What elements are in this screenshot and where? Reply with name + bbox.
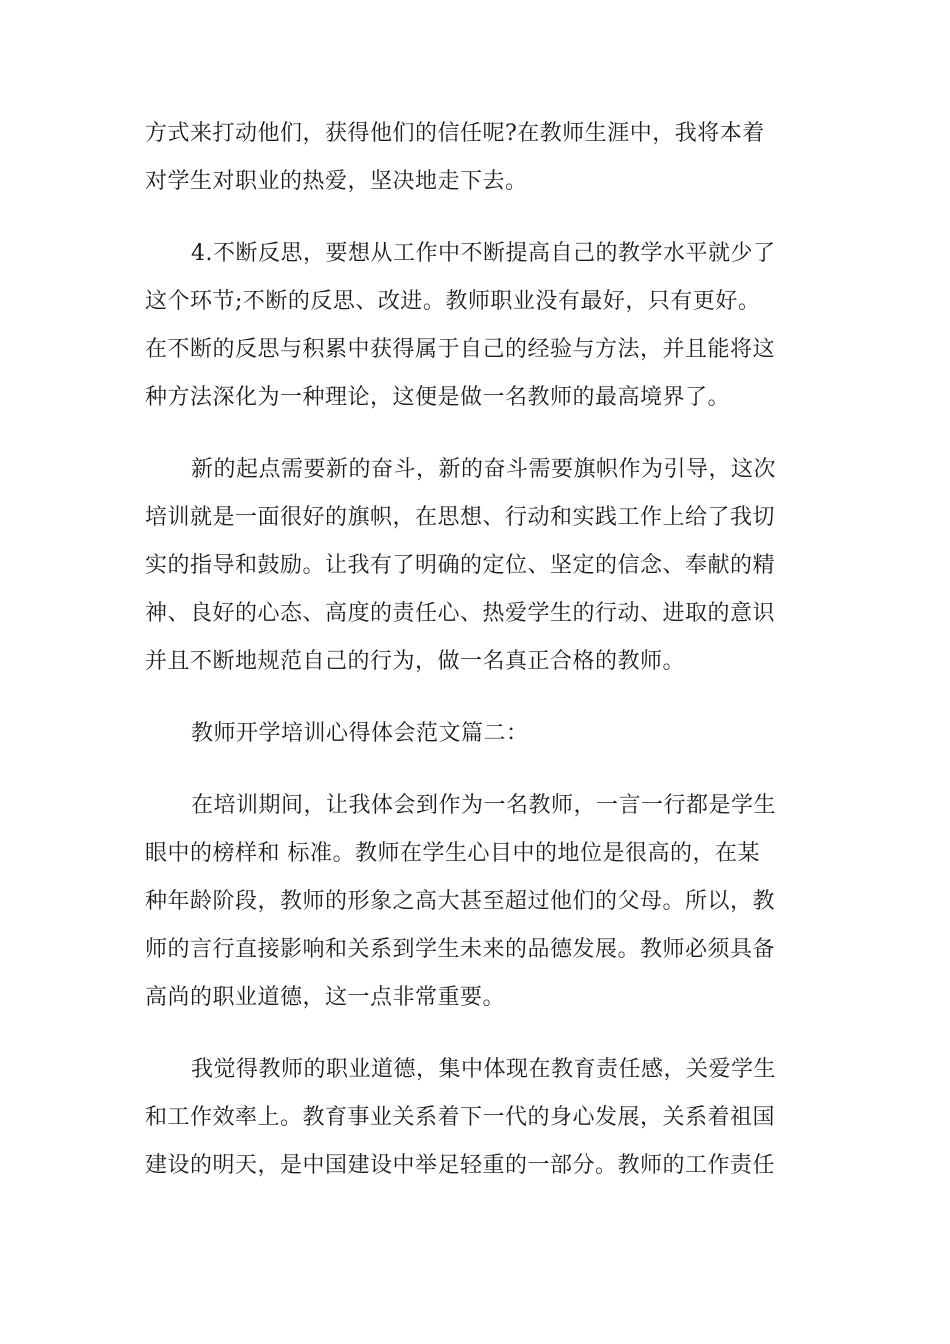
paragraph-5	[145, 1046, 805, 1190]
text-line: 建设的明天，是中国建设中举足轻重的一部分。教师的工作责任	[145, 1153, 776, 1178]
text-line: 并且不断地规范自己的行为，做一名真正合格的教师。	[145, 649, 686, 674]
text-line: 眼中的榜样和 标准。教师在学生心目中的地位是很高的，在某	[145, 841, 760, 866]
text-line: 方式来打动他们，获得他们的信任呢?在教师生涯中，我将本着	[145, 121, 765, 146]
paragraph-3	[145, 446, 805, 686]
text-line: 和工作效率上。教育事业关系着下一代的身心发展，关系着祖国	[145, 1105, 776, 1130]
text-line: 我觉得教师的职业道德，集中体现在教育责任感，关爱学生	[191, 1057, 777, 1082]
text-line: 神、良好的心态、高度的责任心、热爱学生的行动、进取的意识	[145, 601, 776, 626]
text-line: 在不断的反思与积累中获得属于自己的经验与方法，并且能将这	[145, 337, 776, 362]
text-line: 这个环节;不断的反思、改进。教师职业没有最好，只有更好。	[145, 289, 761, 314]
text-line: 种方法深化为一种理论，这便是做一名教师的最高境界了。	[145, 385, 731, 410]
text-line: 4.不断反思，要想从工作中不断提高自己的教学水平就少了	[191, 241, 776, 266]
text-line: 对学生对职业的热爱，坚决地走下去。	[145, 169, 528, 194]
text-line: 实的指导和鼓励。让我有了明确的定位、坚定的信念、奉献的精	[145, 553, 776, 578]
text-line: 培训就是一面很好的旗帜，在思想、行动和实践工作上给了我切	[145, 505, 776, 530]
paragraph-4	[145, 782, 805, 1022]
text-line: 在培训期间，让我体会到作为一名教师，一言一行都是学生	[191, 793, 777, 818]
text-line: 高尚的职业道德，这一点非常重要。	[145, 985, 506, 1010]
paragraph-2	[145, 230, 805, 422]
text-line: 种年龄阶段，教师的形象之高大甚至超过他们的父母。所以，教	[145, 889, 776, 914]
document-body	[145, 110, 805, 1190]
heading-line: 教师开学培训心得体会范文篇二：	[191, 721, 529, 746]
text-line: 师的言行直接影响和关系到学生未来的品德发展。教师必须具备	[145, 937, 776, 962]
text-line: 新的起点需要新的奋斗，新的奋斗需要旗帜作为引导，这次	[191, 457, 777, 482]
paragraph-1	[145, 110, 805, 206]
section-heading	[145, 710, 805, 758]
